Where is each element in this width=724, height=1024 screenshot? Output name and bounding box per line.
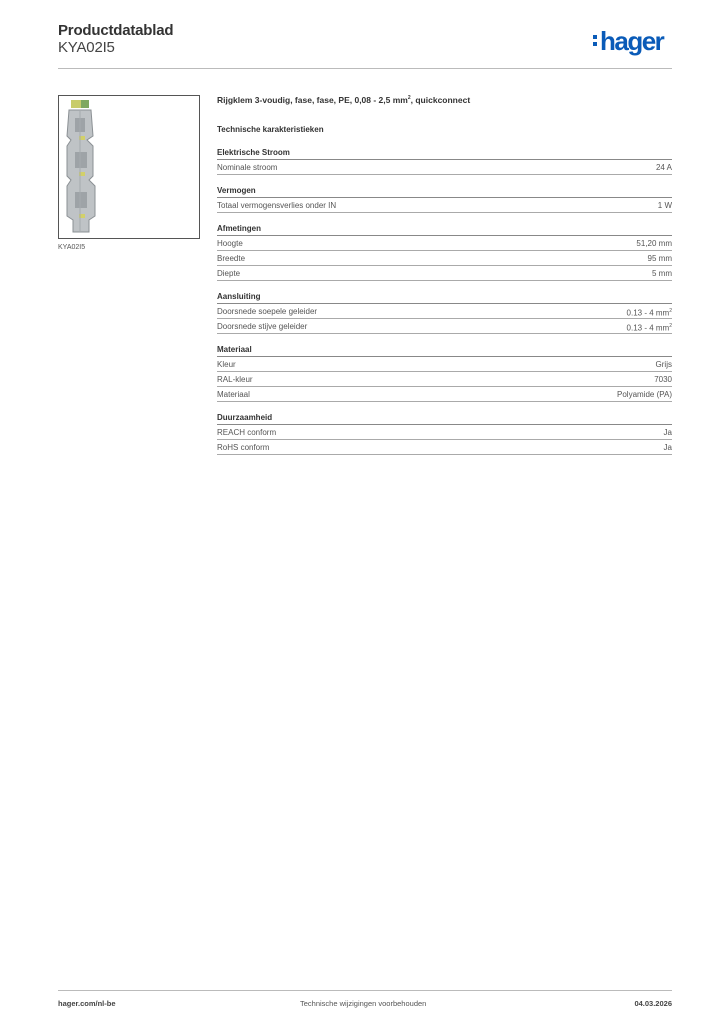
spec-label: Breedte	[217, 254, 246, 263]
group-title: Duurzaamheid	[217, 413, 672, 425]
spec-group-materiaal	[217, 345, 672, 402]
spec-group-duurzaamheid	[217, 413, 672, 455]
spec-content	[217, 95, 672, 466]
spec-group-vermogen	[217, 186, 672, 213]
spec-value: 0.13 - 4 $mm^2$	[626, 308, 672, 318]
spec-row	[217, 160, 672, 175]
spec-row	[217, 425, 672, 440]
spec-value: Ja	[663, 428, 672, 437]
spec-label: Doorsnede soepele geleider	[217, 307, 318, 316]
footer-date: 04.03.2026	[634, 999, 672, 1008]
spec-value: 24 A	[655, 163, 672, 172]
spec-label: Kleur	[217, 360, 236, 369]
spec-row	[217, 251, 672, 266]
spec-label: Nominale stroom	[217, 163, 278, 172]
spec-value: 95 mm	[647, 254, 672, 263]
page-title: Productdatablad	[58, 22, 174, 39]
footer-website[interactable]: hager.com/nl-be	[58, 999, 116, 1008]
photo-caption: KYA02I5	[58, 244, 86, 251]
spec-row	[217, 319, 672, 334]
spec-label: Materiaal	[217, 390, 250, 399]
spec-label: Doorsnede stijve geleider	[217, 322, 308, 331]
product-description: Rijgklem 3-voudig, fase, fase, PE, 0,08 - 2,5 $mm^2$, quickconnect	[217, 95, 471, 105]
spec-row	[217, 236, 672, 251]
spec-row	[217, 440, 672, 455]
spec-value: 1 W	[657, 201, 672, 210]
header-divider	[58, 68, 672, 69]
spec-value: 5 mm	[652, 269, 672, 278]
group-title: Aansluiting	[217, 292, 672, 304]
product-photo	[58, 95, 200, 239]
spec-group-elektrische-stroom	[217, 148, 672, 175]
tech-heading: Technische karakteristieken	[217, 125, 324, 134]
spec-row	[217, 387, 672, 402]
spec-row	[217, 304, 672, 319]
spec-row	[217, 357, 672, 372]
spec-value: 0.13 - 4 $mm^2$	[626, 323, 672, 333]
spec-row	[217, 198, 672, 213]
logo-dots-icon	[593, 32, 598, 49]
footer-disclaimer: Technische wijzigingen voorbehouden	[300, 999, 427, 1008]
group-title: Elektrische Stroom	[217, 148, 672, 160]
spec-label: RoHS conform	[217, 443, 270, 452]
terminal-block-image	[59, 96, 199, 238]
group-title: Afmetingen	[217, 224, 672, 236]
group-title: Vermogen	[217, 186, 672, 198]
spec-label: Totaal vermogensverlies onder IN	[217, 201, 337, 210]
spec-label: REACH conform	[217, 428, 277, 437]
spec-row	[217, 372, 672, 387]
spec-value: 7030	[654, 375, 672, 384]
logo-text: hager	[600, 26, 664, 56]
spec-row	[217, 266, 672, 281]
spec-label: Diepte	[217, 269, 241, 278]
product-code: KYA02I5	[58, 39, 115, 56]
footer-divider	[58, 990, 672, 991]
group-title: Materiaal	[217, 345, 672, 357]
spec-value: Grijs	[655, 360, 672, 369]
spec-value: 51,20 mm	[636, 239, 672, 248]
spec-value: Ja	[663, 443, 672, 452]
spec-label: Hoogte	[217, 239, 243, 248]
spec-group-aansluiting	[217, 292, 672, 334]
spec-label: RAL-kleur	[217, 375, 253, 384]
spec-group-afmetingen	[217, 224, 672, 281]
hager-logo	[593, 28, 663, 54]
spec-value: Polyamide (PA)	[617, 390, 672, 399]
